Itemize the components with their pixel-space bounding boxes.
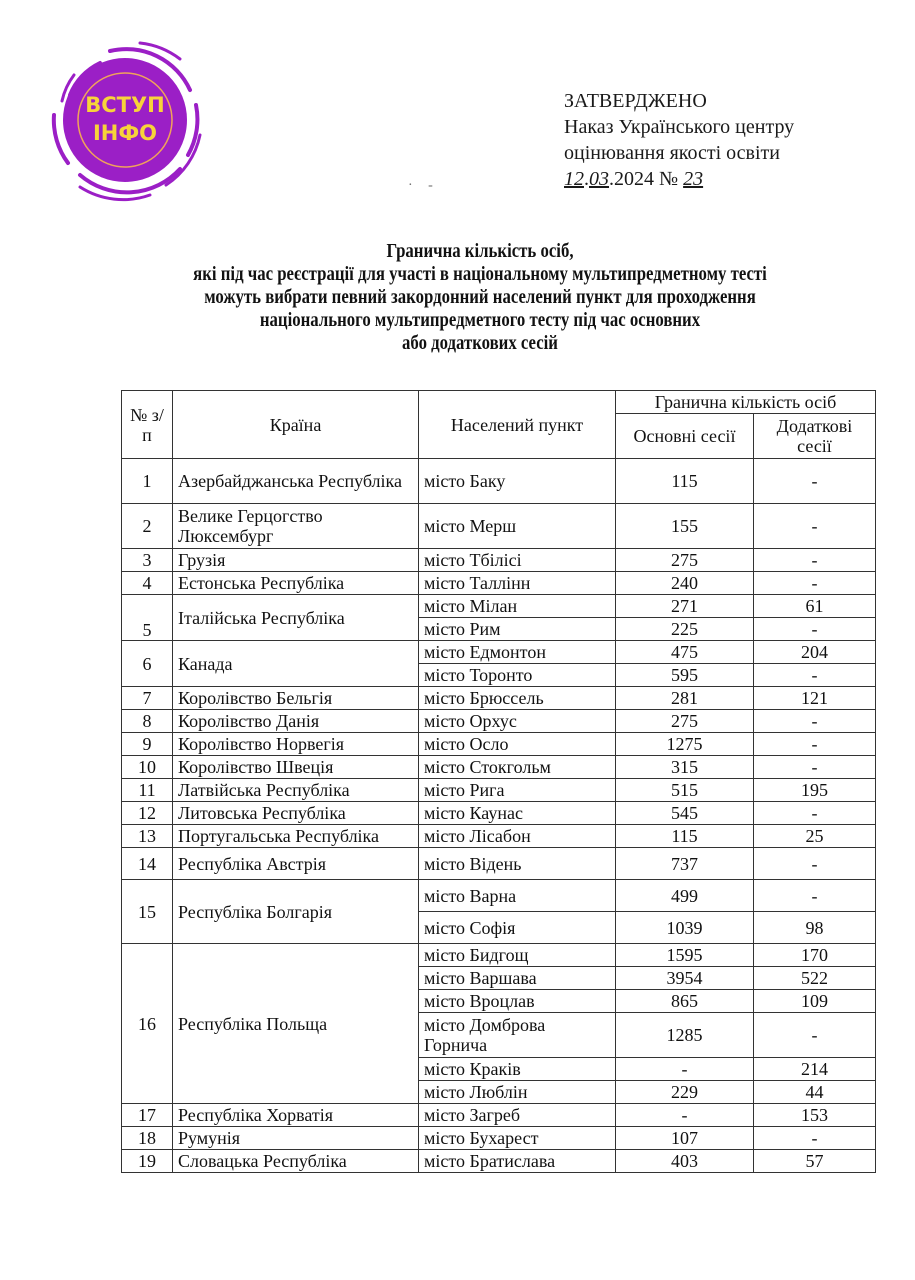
- additional-sessions-cell: 153: [754, 1104, 876, 1127]
- main-sessions-cell: 240: [616, 572, 754, 595]
- document-title: [153, 240, 807, 355]
- row-number: 4: [122, 572, 173, 595]
- row-number: 15: [122, 880, 173, 944]
- additional-sessions-cell: -: [754, 664, 876, 687]
- stray-marks: · -: [408, 178, 439, 193]
- approval-stamp: [564, 88, 794, 192]
- city-cell: місто Осло: [419, 733, 616, 756]
- city-cell: місто Бухарест: [419, 1127, 616, 1150]
- row-number: 5: [122, 595, 173, 641]
- city-cell: місто Рим: [419, 618, 616, 641]
- approval-line1: Наказ Українського центру: [564, 116, 795, 138]
- country-cell: Республіка Хорватія: [173, 1104, 419, 1127]
- additional-sessions-cell: -: [754, 459, 876, 504]
- table-row: [122, 641, 876, 664]
- city-cell: місто Домброва Горнича: [419, 1013, 616, 1058]
- city-cell: місто Мілан: [419, 595, 616, 618]
- city-cell: місто Лісабон: [419, 825, 616, 848]
- header-city: Населений пункт: [419, 391, 616, 459]
- table-row: [122, 756, 876, 779]
- table-row: [122, 459, 876, 504]
- row-number: 10: [122, 756, 173, 779]
- main-sessions-cell: 271: [616, 595, 754, 618]
- city-cell: місто Тбілісі: [419, 549, 616, 572]
- additional-sessions-cell: 214: [754, 1058, 876, 1081]
- logo-text-line2: ІНФО: [92, 121, 158, 145]
- city-cell: місто Люблін: [419, 1081, 616, 1104]
- additional-sessions-cell: 204: [754, 641, 876, 664]
- main-sessions-cell: 865: [616, 990, 754, 1013]
- country-cell: Литовська Республіка: [173, 802, 419, 825]
- country-cell: Королівство Данія: [173, 710, 419, 733]
- row-number: 12: [122, 802, 173, 825]
- header-additional-sessions: Додаткові сесії: [754, 414, 876, 459]
- city-cell: місто Едмонтон: [419, 641, 616, 664]
- additional-sessions-cell: -: [754, 504, 876, 549]
- main-sessions-cell: 403: [616, 1150, 754, 1173]
- city-cell: місто Орхус: [419, 710, 616, 733]
- country-cell: Королівство Норвегія: [173, 733, 419, 756]
- city-cell: місто Варна: [419, 880, 616, 912]
- main-sessions-cell: 229: [616, 1081, 754, 1104]
- main-sessions-cell: 1285: [616, 1013, 754, 1058]
- city-cell: місто Каунас: [419, 802, 616, 825]
- row-number: 11: [122, 779, 173, 802]
- date-day: 12: [564, 168, 584, 190]
- title-line3: можуть вибрати певний закордонний населений пункт для проходження: [204, 287, 756, 308]
- additional-sessions-cell: -: [754, 1013, 876, 1058]
- table-row: [122, 687, 876, 710]
- additional-sessions-cell: -: [754, 880, 876, 912]
- date-month: 03: [589, 168, 609, 190]
- date-year: .2024 №: [609, 168, 684, 190]
- country-cell: Королівство Бельгія: [173, 687, 419, 710]
- main-sessions-cell: 475: [616, 641, 754, 664]
- country-cell: Румунія: [173, 1127, 419, 1150]
- main-sessions-cell: 115: [616, 459, 754, 504]
- row-number: 1: [122, 459, 173, 504]
- limits-table: [121, 390, 876, 1173]
- row-number: 9: [122, 733, 173, 756]
- additional-sessions-cell: 121: [754, 687, 876, 710]
- city-cell: місто Софія: [419, 912, 616, 944]
- city-cell: місто Вроцлав: [419, 990, 616, 1013]
- header-main-sessions: Основні сесії: [616, 414, 754, 459]
- additional-sessions-cell: 195: [754, 779, 876, 802]
- additional-sessions-cell: -: [754, 756, 876, 779]
- additional-sessions-cell: -: [754, 802, 876, 825]
- country-cell: Республіка Австрія: [173, 848, 419, 880]
- row-number: 17: [122, 1104, 173, 1127]
- table-row: [122, 848, 876, 880]
- city-cell: місто Варшава: [419, 967, 616, 990]
- approval-date: 12.03.2024 № 23: [564, 168, 704, 190]
- city-cell: місто Брюссель: [419, 687, 616, 710]
- city-cell: місто Рига: [419, 779, 616, 802]
- table-row: [122, 825, 876, 848]
- main-sessions-cell: 737: [616, 848, 754, 880]
- row-number: 2: [122, 504, 173, 549]
- city-cell: місто Краків: [419, 1058, 616, 1081]
- city-cell: місто Мерш: [419, 504, 616, 549]
- header-country: Країна: [173, 391, 419, 459]
- main-sessions-cell: 3954: [616, 967, 754, 990]
- approval-heading: ЗАТВЕРДЖЕНО: [564, 90, 707, 112]
- city-cell: місто Стокгольм: [419, 756, 616, 779]
- additional-sessions-cell: 109: [754, 990, 876, 1013]
- additional-sessions-cell: -: [754, 549, 876, 572]
- country-cell: Республіка Польща: [173, 944, 419, 1104]
- additional-sessions-cell: 61: [754, 595, 876, 618]
- city-cell: місто Бидгощ: [419, 944, 616, 967]
- country-cell: Велике Герцогство Люксембург: [173, 504, 419, 549]
- country-cell: Республіка Болгарія: [173, 880, 419, 944]
- country-cell: Азербайджанська Республіка: [173, 459, 419, 504]
- additional-sessions-cell: 44: [754, 1081, 876, 1104]
- additional-sessions-cell: 57: [754, 1150, 876, 1173]
- main-sessions-cell: 1275: [616, 733, 754, 756]
- table-row: [122, 944, 876, 967]
- title-line5: або додаткових сесій: [402, 333, 558, 354]
- row-number: 19: [122, 1150, 173, 1173]
- row-number: 18: [122, 1127, 173, 1150]
- logo-text-line1: ВСТУП: [85, 93, 165, 117]
- city-cell: місто Торонто: [419, 664, 616, 687]
- table-body: [122, 459, 876, 1173]
- main-sessions-cell: 225: [616, 618, 754, 641]
- country-cell: Італійська Республіка: [173, 595, 419, 641]
- city-cell: місто Відень: [419, 848, 616, 880]
- main-sessions-cell: 315: [616, 756, 754, 779]
- main-sessions-cell: 499: [616, 880, 754, 912]
- additional-sessions-cell: -: [754, 572, 876, 595]
- table-row: [122, 733, 876, 756]
- main-sessions-cell: 595: [616, 664, 754, 687]
- row-number: 8: [122, 710, 173, 733]
- row-number: 7: [122, 687, 173, 710]
- title-line4: національного мультипредметного тесту під час основних: [259, 310, 701, 331]
- table-row: [122, 1150, 876, 1173]
- additional-sessions-cell: 25: [754, 825, 876, 848]
- table-row: [122, 802, 876, 825]
- table-row: [122, 880, 876, 912]
- additional-sessions-cell: -: [754, 618, 876, 641]
- country-cell: Словацька Республіка: [173, 1150, 419, 1173]
- additional-sessions-cell: 98: [754, 912, 876, 944]
- city-cell: місто Загреб: [419, 1104, 616, 1127]
- main-sessions-cell: 275: [616, 549, 754, 572]
- approval-line2: оцінювання якості освіти: [564, 142, 780, 164]
- table-row: [122, 504, 876, 549]
- table-row: [122, 1127, 876, 1150]
- main-sessions-cell: 515: [616, 779, 754, 802]
- country-cell: Канада: [173, 641, 419, 687]
- city-cell: місто Баку: [419, 459, 616, 504]
- main-sessions-cell: 281: [616, 687, 754, 710]
- main-sessions-cell: 107: [616, 1127, 754, 1150]
- table-row: [122, 549, 876, 572]
- country-cell: Латвійська Республіка: [173, 779, 419, 802]
- additional-sessions-cell: -: [754, 710, 876, 733]
- header-limit-group: Гранична кількість осіб: [616, 391, 876, 414]
- country-cell: Королівство Швеція: [173, 756, 419, 779]
- order-number: 23: [683, 168, 704, 190]
- row-number: 16: [122, 944, 173, 1104]
- country-cell: Грузія: [173, 549, 419, 572]
- vstup-info-logo: [40, 35, 210, 205]
- header-num: № з/п: [122, 391, 173, 459]
- main-sessions-cell: 155: [616, 504, 754, 549]
- country-cell: Португальська Республіка: [173, 825, 419, 848]
- table-row: [122, 595, 876, 618]
- main-sessions-cell: 275: [616, 710, 754, 733]
- main-sessions-cell: 1039: [616, 912, 754, 944]
- additional-sessions-cell: 170: [754, 944, 876, 967]
- title-line1: Гранична кількість осіб,: [386, 241, 574, 262]
- row-number: 6: [122, 641, 173, 687]
- city-cell: місто Таллінн: [419, 572, 616, 595]
- table-row: [122, 1104, 876, 1127]
- table-row: [122, 572, 876, 595]
- main-sessions-cell: -: [616, 1058, 754, 1081]
- additional-sessions-cell: -: [754, 1127, 876, 1150]
- country-cell: Естонська Республіка: [173, 572, 419, 595]
- row-number: 14: [122, 848, 173, 880]
- city-cell: місто Братислава: [419, 1150, 616, 1173]
- additional-sessions-cell: -: [754, 733, 876, 756]
- title-line2: які під час реєстрації для участі в національному мультипредметному тесті: [193, 264, 767, 285]
- additional-sessions-cell: 522: [754, 967, 876, 990]
- row-number: 3: [122, 549, 173, 572]
- table-row: [122, 779, 876, 802]
- row-number: 13: [122, 825, 173, 848]
- additional-sessions-cell: -: [754, 848, 876, 880]
- main-sessions-cell: 545: [616, 802, 754, 825]
- main-sessions-cell: 115: [616, 825, 754, 848]
- main-sessions-cell: 1595: [616, 944, 754, 967]
- main-sessions-cell: -: [616, 1104, 754, 1127]
- table-row: [122, 710, 876, 733]
